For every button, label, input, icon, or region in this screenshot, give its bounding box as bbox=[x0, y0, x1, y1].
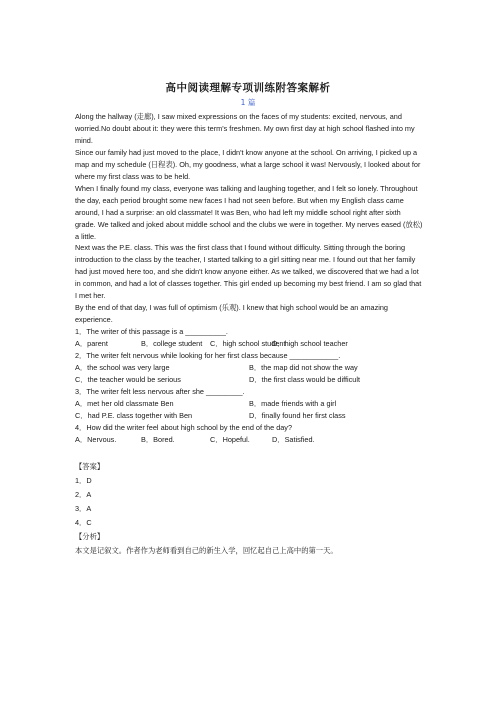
article-link[interactable]: 1 篇 bbox=[240, 98, 256, 107]
passage-paragraph-4: Next was the P.E. class. This was the first class that I found without difficulty. Sitting through the boring introduction to the class by the teacher, I started talking to a girl sitting near me. I found out that her family had just moved here too, and she didn't know anyone either. As we talked, we discovered that we had a lot in common, and had a lot of classes together. This girl ended up becoming my best friend. I am so glad that I met her. bbox=[75, 243, 422, 301]
passage-paragraph-1: Along the hallway (走廊), I saw mixed expressions on the faces of my students: excited, nervous, and worried.No doubt about it: they were this term's freshmen. My own first day at high school flashed into my mind. bbox=[75, 112, 415, 145]
answer-item: 2．A bbox=[75, 489, 92, 499]
analysis-heading: 【分析】 bbox=[75, 531, 105, 541]
document-body bbox=[75, 111, 423, 558]
passage-paragraph-5: By the end of that day, I was full of optimism (乐观). I knew that high school would be an amazing experience. bbox=[75, 303, 388, 325]
question-1-option-a: A．parent bbox=[75, 339, 108, 349]
question-2-option-d: D．the first class would be difficult bbox=[249, 374, 360, 384]
question-3-options-row-1 bbox=[75, 398, 423, 410]
answer-section bbox=[75, 460, 423, 558]
question-1-stem: 1．The writer of this passage is a __________. bbox=[75, 327, 228, 337]
question-3-option-a: A．met her old classmate Ben bbox=[75, 398, 174, 408]
question-2-stem: 2．The writer felt nervous while looking for her first class because ____________. bbox=[75, 351, 341, 361]
question-1-options bbox=[75, 338, 423, 350]
question-4-option-a: A．Nervous. bbox=[75, 434, 117, 444]
question-1-option-c: C．high school student bbox=[210, 339, 286, 349]
question-2-options-row-2 bbox=[75, 374, 423, 386]
question-4-options bbox=[75, 434, 423, 446]
answer-item: 4．C bbox=[75, 517, 92, 527]
answer-item: 3．A bbox=[75, 503, 92, 513]
question-3-option-b: B．made friends with a girl bbox=[249, 398, 337, 408]
question-3-option-d: D．finally found her first class bbox=[249, 410, 346, 420]
question-2-option-b: B．the map did not show the way bbox=[249, 363, 358, 373]
question-4-option-d: D．Satisfied. bbox=[272, 434, 315, 444]
answer-heading: 【答案】 bbox=[75, 461, 105, 471]
question-4-stem: 4．How did the writer feel about high school by the end of the day? bbox=[75, 422, 293, 432]
question-3-options-row-2 bbox=[75, 410, 423, 422]
analysis-text: 本文是记叙文。作者作为老师看到自己的新生入学，回忆起自己上高中的第一天。 bbox=[75, 545, 338, 555]
passage-paragraph-2: Since our family had just moved to the place, I didn't know anyone at the school. On arriving, I picked up a map and my schedule (日程表). Oh, my goodness, what a large school it was! Nervously, I looked about for where my first class was to be held. bbox=[75, 147, 421, 181]
question-2-option-a: A．the school was very large bbox=[75, 363, 170, 373]
document-title: 高中阅读理解专项训练附答案解析 bbox=[165, 82, 331, 94]
question-1-option-d: D．high school teacher bbox=[272, 339, 348, 349]
answer-item: 1．D bbox=[75, 475, 92, 485]
question-2-option-c: C．the teacher would be serious bbox=[75, 374, 181, 384]
question-4-option-b: B．Bored. bbox=[141, 434, 175, 444]
question-2-options-row-1 bbox=[75, 362, 423, 374]
question-4-option-c: C．Hopeful. bbox=[210, 434, 250, 444]
question-3-option-c: C．had P.E. class together with Ben bbox=[75, 410, 193, 420]
question-3-stem: 3．The writer felt less nervous after she _________. bbox=[75, 386, 245, 396]
question-1-option-b: B．college student bbox=[141, 339, 203, 349]
passage-paragraph-3: When I finally found my class, everyone was talking and laughing together, and I felt so lonely. Throughout the day, each period brought some new faces I had not seen before. But when my English class came around, I had a surprise: an old classmate! It was Ben, who had left my middle school right after sixth grade. We talked and joked about middle school and the clubs we were in together. My nerves eased (放松) a little. bbox=[75, 183, 423, 241]
